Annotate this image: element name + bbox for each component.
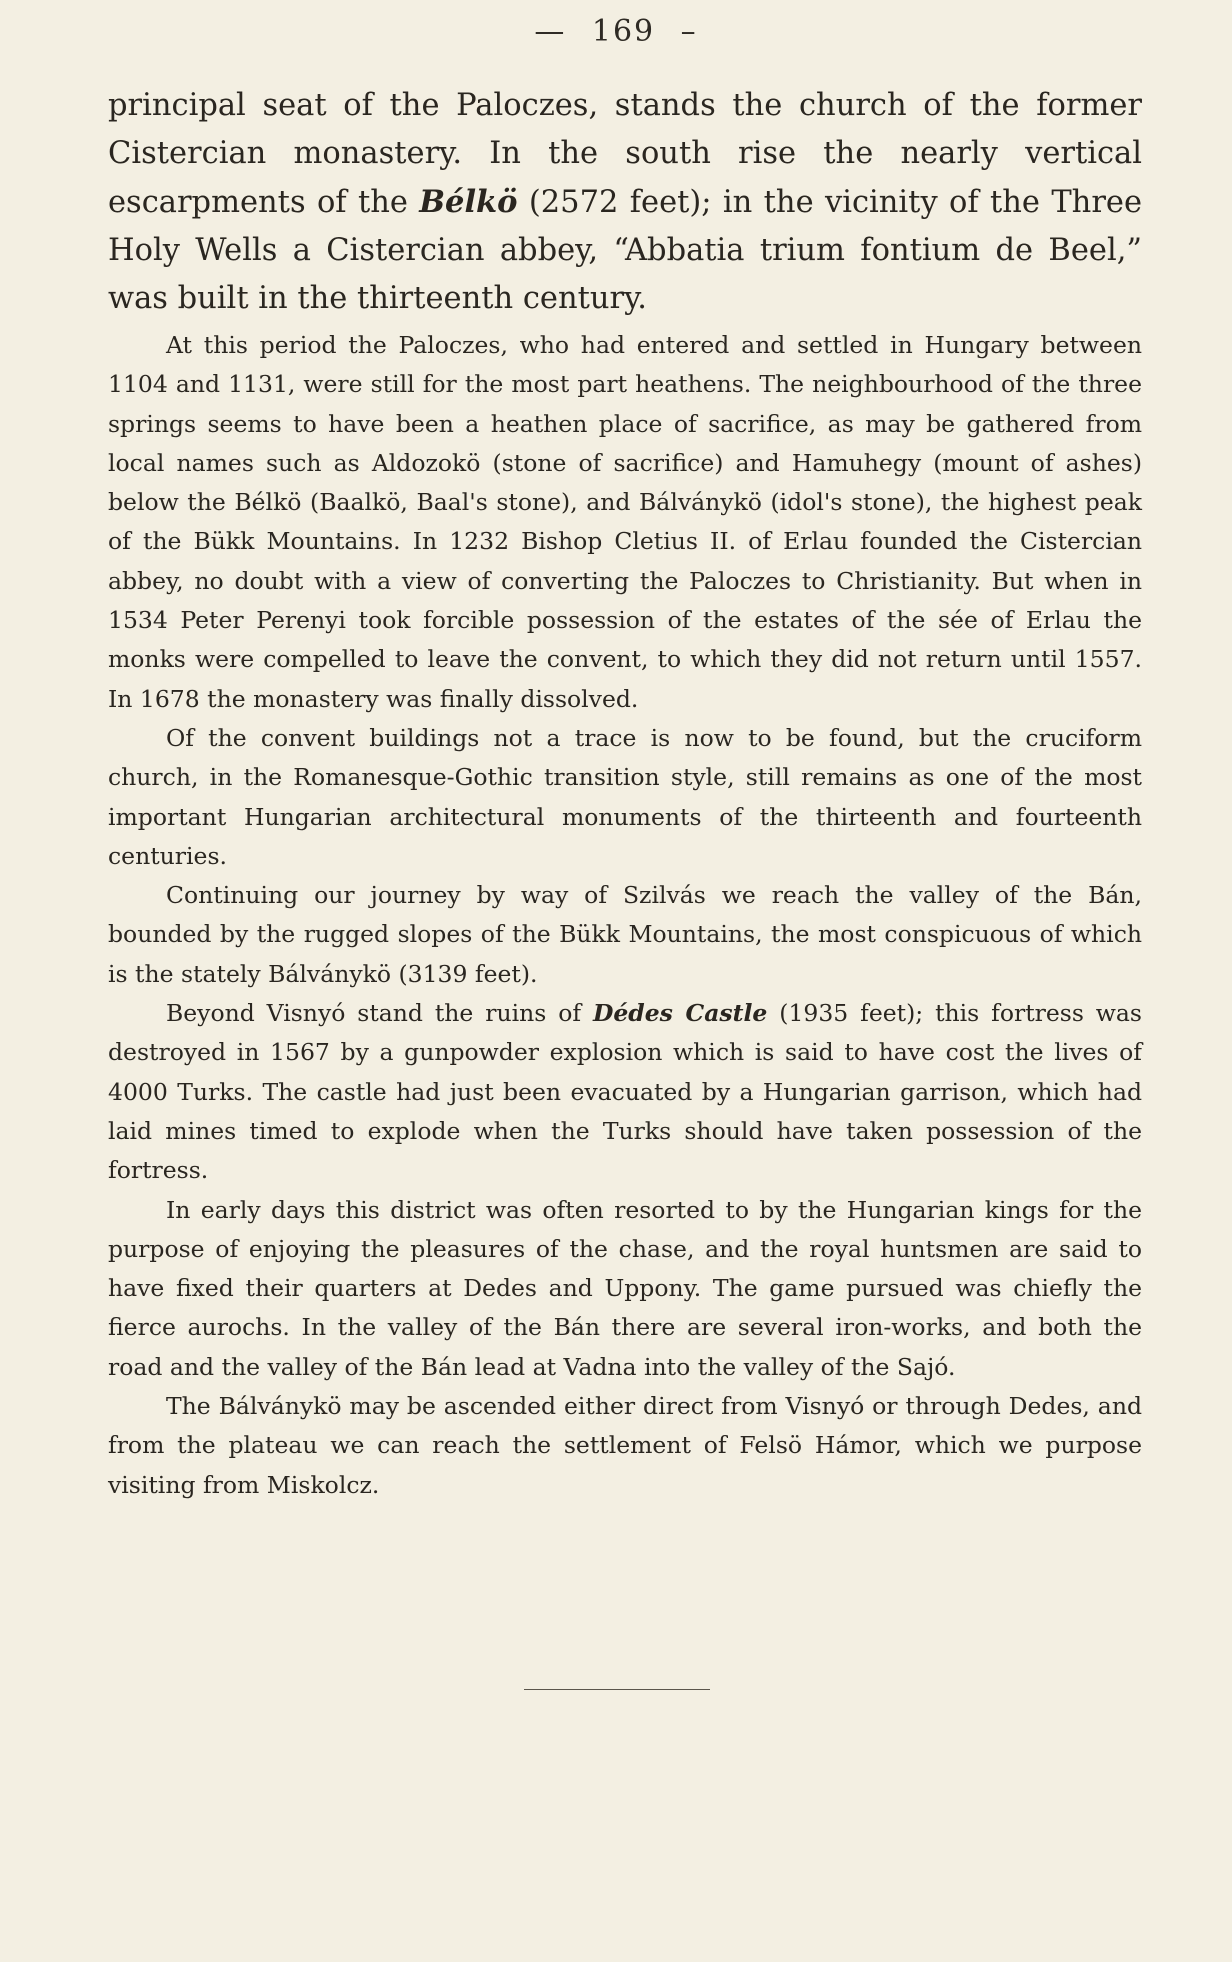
page-header	[0, 14, 1232, 49]
p4-part-b: (1935 feet); this fortress was destroyed in 1567 by a gunpowder explosion which is said to have cost the lives of 4000 Turks. The castle had just been evacuated by a Hungarian garrison, which had laid mines timed to explode when the Turks should have taken possession of the fortress.	[108, 999, 1142, 1185]
paragraph-ascent: The Bálványkö may be ascended either direct from Visnyó or through Dedes, and from the plateau we can reach the settlement of Felsö Hámor, which we purpose visiting from Miskolcz.	[108, 1392, 1142, 1499]
intro-text	[108, 82, 1142, 323]
page-number: 169	[591, 14, 656, 49]
body-text	[108, 326, 1142, 1505]
paragraph-history: At this period the Paloczes, who had entered and settled in Hungary between 1104 and 1131, were still for the most part heathens. The neighbourhood of the three springs seems to have been a heathen place of sacrifice, as may be gathered from local names such as Aldozokö (stone of sacrifice) and Hamuhegy (mount of ashes) below the Bélkö (Baalkö, Baal's stone), and Bálványkö (idol's stone), the highest peak of the Bükk Mountains. In 1232 Bishop Cletius II. of Erlau founded the Cistercian abbey, no doubt with a view of converting the Paloczes to Christianity. But when in 1534 Peter Perenyi took forcible possession of the estates of the sée of Erlau the monks were compelled to leave the convent, to which they did not return until 1557. In 1678 the monastery was finally dissolved.	[108, 331, 1142, 713]
intro-part-1: principal seat of the Paloczes, stands the church of the former Cistercian monastery. In the south rise the nearly vertical escarpments of the	[108, 88, 1142, 220]
chapter-end-rule	[524, 1689, 710, 1690]
dedes-castle-name: Dédes Castle	[592, 999, 768, 1028]
paragraph-journey: Continuing our journey by way of Szilvás we reach the valley of the Bán, bounded by the rugged slopes of the Bükk Mountains, the most conspicuous of which is the stately Bálványkö (3139 feet).	[108, 881, 1142, 988]
intro-paragraph	[108, 82, 1142, 323]
header-dash-left: —	[534, 14, 567, 49]
header-dash-right: –	[680, 14, 698, 49]
intro-part-2: (2572 feet); in the vicinity of the Three Holy Wells a Cistercian abbey, “Abbatia trium fontium de Beel,” was built in the thirteenth century.	[108, 185, 1142, 316]
p4-part-a: Beyond Visnyó stand the ruins of	[166, 999, 593, 1028]
paragraph-church: Of the convent buildings not a trace is now to be found, but the cruciform church, in the Romanesque-Gothic transition style, still remains as one of the most important Hungarian architectural monuments of the thirteenth and fourteenth centuries.	[108, 723, 1142, 870]
paragraph-hunting: In early days this district was often resorted to by the Hungarian kings for the purpose of enjoying the pleasures of the chase, and the royal huntsmen are said to have fixed their quarters at Dedes and Uppony. The game pursued was chiefly the fierce aurochs. In the valley of the Bán there are several iron-works, and both the road and the valley of the Bán lead at Vadna into the valley of the Sajó.	[108, 1195, 1142, 1381]
paragraph-dedes-castle	[108, 994, 1142, 1190]
belko-name: Bélkö	[419, 184, 518, 220]
